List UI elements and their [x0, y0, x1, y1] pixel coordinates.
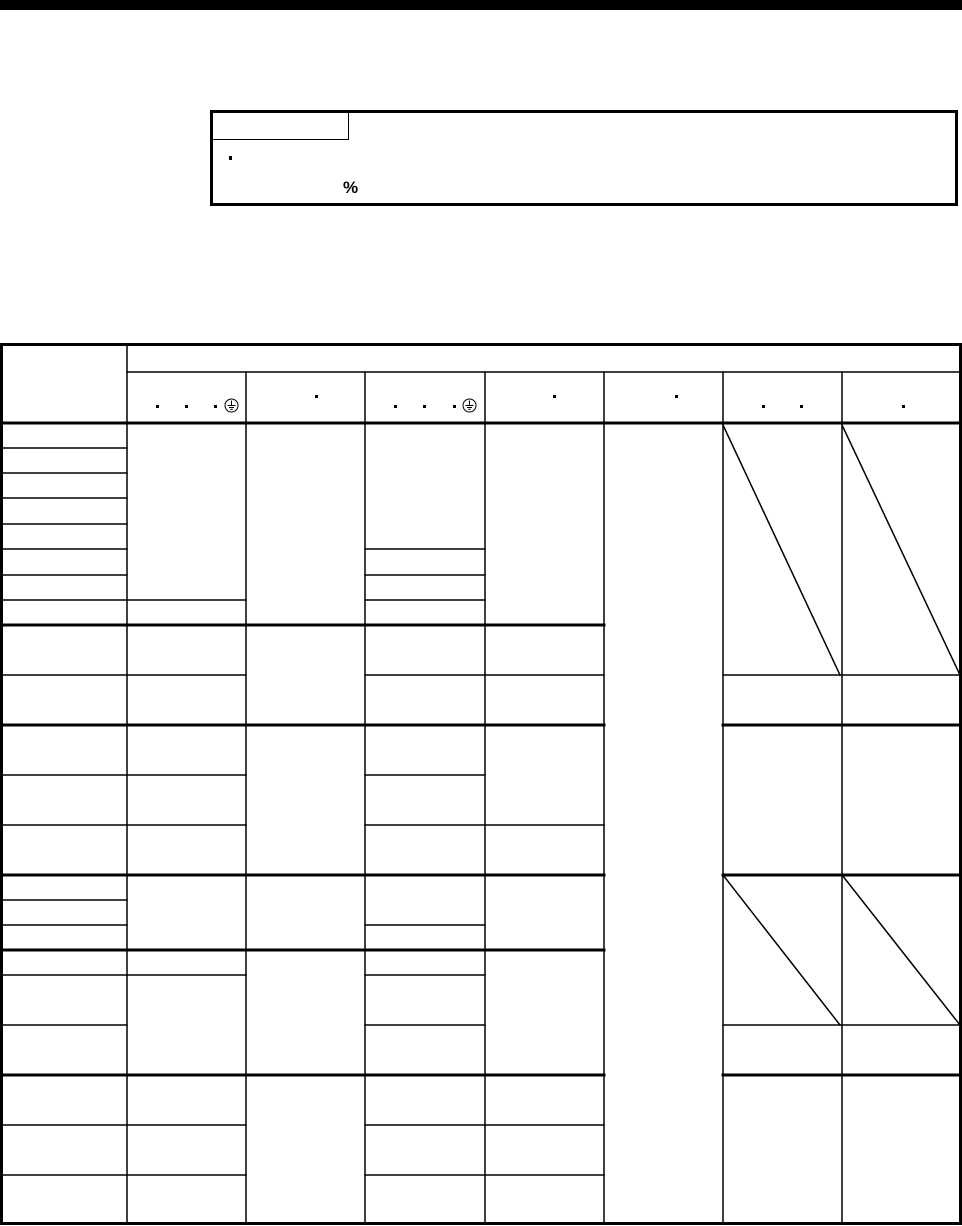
na-diagonal — [723, 425, 840, 675]
table-grid — [0, 342, 962, 1226]
point-box-tab — [213, 113, 349, 140]
table-frame — [2, 345, 961, 1224]
header-dot-mark — [800, 405, 803, 408]
point-box — [210, 110, 958, 206]
na-diagonal — [842, 425, 960, 675]
header-dot-mark — [675, 395, 678, 398]
header-dot-mark — [315, 395, 318, 398]
header-dot-mark — [423, 405, 426, 408]
bullet-mark — [229, 156, 232, 160]
header-dot-mark — [453, 405, 456, 408]
na-diagonal — [842, 875, 960, 1025]
header-dot-mark — [902, 405, 905, 408]
protective-earth-icon — [462, 398, 477, 413]
wire-size-table — [0, 342, 962, 1226]
header-dot-mark — [214, 405, 217, 408]
header-dot-mark — [762, 405, 765, 408]
protective-earth-icon — [224, 398, 239, 413]
header-dot-mark — [156, 405, 159, 408]
header-dot-mark — [553, 395, 556, 398]
header-dot-mark — [185, 405, 188, 408]
header-rule — [0, 0, 962, 10]
percent-symbol: % — [343, 178, 359, 197]
na-diagonal — [723, 875, 840, 1025]
header-dot-mark — [394, 405, 397, 408]
